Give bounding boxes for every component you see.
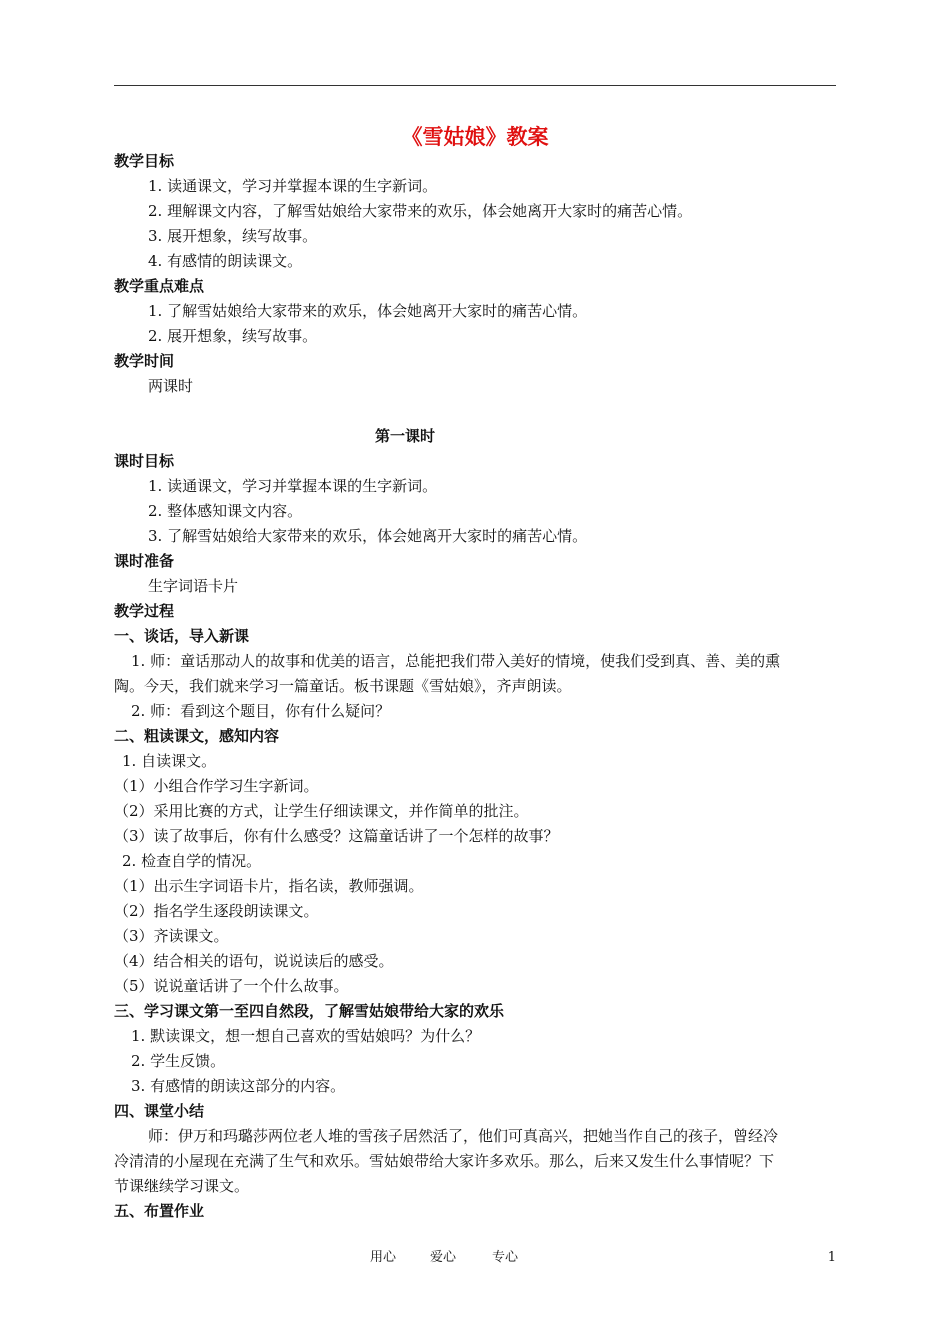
- text-line: （3）齐读课文。: [114, 927, 229, 945]
- text-line: 2. 展开想象，续写故事。: [148, 327, 318, 345]
- text-line: 2. 师：看到这个题目，你有什么疑问？: [131, 702, 391, 720]
- section-heading: 四、课堂小结: [114, 1102, 205, 1120]
- footer-item-2: 爱心: [430, 1250, 457, 1265]
- text-line: 2. 学生反馈。: [131, 1052, 226, 1070]
- text-line: 1. 默读课文，想一想自己喜欢的雪姑娘吗？为什么？: [131, 1027, 481, 1045]
- section-heading: 教学时间: [114, 352, 175, 370]
- header-rule: [114, 85, 836, 86]
- section-heading: 课时准备: [114, 552, 175, 570]
- page-number: 1: [827, 1250, 836, 1265]
- text-line: 1. 读通课文，学习并掌握本课的生字新词。: [148, 177, 438, 195]
- footer-item-3: 专心: [492, 1250, 519, 1265]
- text-line: 1. 读通课文，学习并掌握本课的生字新词。: [148, 477, 438, 495]
- section-heading: 一、谈话，导入新课: [114, 627, 250, 645]
- section-heading: 五、布置作业: [114, 1202, 205, 1220]
- text-line: 2. 整体感知课文内容。: [148, 502, 303, 520]
- text-line: 2. 检查自学的情况。: [122, 852, 262, 870]
- text-line: 4. 有感情的朗读课文。: [148, 252, 303, 270]
- section-heading: 三、学习课文第一至四自然段，了解雪姑娘带给大家的欢乐: [114, 1002, 505, 1020]
- text-line: （2）指名学生逐段朗读课文。: [114, 902, 319, 920]
- text-line: 3. 有感情的朗读这部分的内容。: [131, 1077, 346, 1095]
- text-line: 冷清清的小屋现在充满了生气和欢乐。雪姑娘带给大家许多欢乐。那么，后来又发生什么事情呢？下: [114, 1152, 775, 1170]
- section-heading: 教学重点难点: [114, 277, 205, 295]
- section-heading: 课时目标: [114, 452, 175, 470]
- footer-item-1: 用心: [370, 1250, 397, 1265]
- section-heading: 教学过程: [114, 602, 175, 620]
- text-line: 生字词语卡片: [148, 577, 239, 595]
- text-line: 节课继续学习课文。: [114, 1177, 250, 1195]
- section-heading: 第一课时: [374, 427, 435, 445]
- text-line: 3. 了解雪姑娘给大家带来的欢乐，体会她离开大家时的痛苦心情。: [148, 527, 588, 545]
- text-line: 两课时: [148, 377, 194, 395]
- section-heading: 教学目标: [114, 152, 175, 170]
- text-line: 师：伊万和玛璐莎两位老人堆的雪孩子居然活了，他们可真高兴，把她当作自己的孩子，曾经冷: [148, 1127, 779, 1145]
- text-line: （1）出示生字词语卡片，指名读，教师强调。: [114, 877, 424, 895]
- text-line: 陶。今天，我们就来学习一篇童话。板书课题《雪姑娘》，齐声朗读。: [114, 677, 572, 695]
- text-line: 1. 师：童话那动人的故事和优美的语言，总能把我们带入美好的情境，使我们受到真、善、美的熏: [131, 652, 781, 670]
- text-line: 2. 理解课文内容，了解雪姑娘给大家带来的欢乐，体会她离开大家时的痛苦心情。: [148, 202, 693, 220]
- text-line: 3. 展开想象，续写故事。: [148, 227, 318, 245]
- section-heading: 二、粗读课文，感知内容: [114, 727, 280, 745]
- text-line: （2）采用比赛的方式，让学生仔细读课文，并作简单的批注。: [114, 802, 529, 820]
- text-line: （5）说说童话讲了一个什么故事。: [114, 977, 349, 995]
- document-title: 《雪姑娘》教案: [401, 124, 549, 149]
- text-line: （1）小组合作学习生字新词。: [114, 777, 319, 795]
- text-line: （3）读了故事后，你有什么感受？这篇童话讲了一个怎样的故事？: [114, 827, 559, 845]
- text-line: 1. 自读课文。: [122, 752, 217, 770]
- text-line: （4）结合相关的语句，说说读后的感受。: [114, 952, 394, 970]
- text-line: 1. 了解雪姑娘给大家带来的欢乐，体会她离开大家时的痛苦心情。: [148, 302, 588, 320]
